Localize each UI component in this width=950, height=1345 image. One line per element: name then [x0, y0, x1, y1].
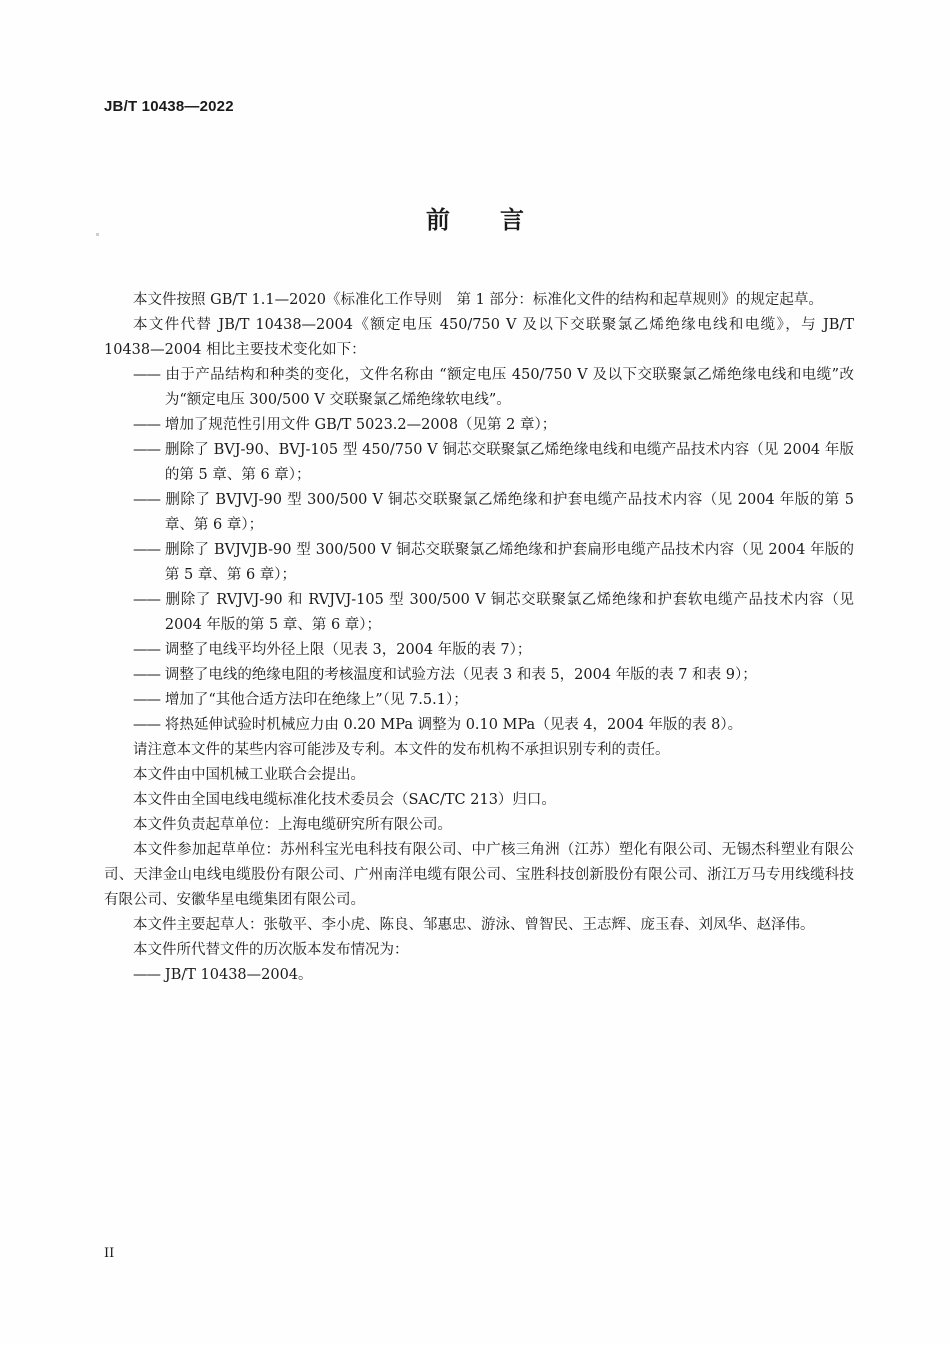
change-item-text: 删除了 BVJVJ-90 型 300/500 V 铜芯交联聚氯乙烯绝缘和护套电缆产品技术内容（见 2004 年版的第 5 章、第 6 章）；: [164, 492, 854, 533]
dash-mark: ——: [133, 492, 160, 508]
standard-code-header: JB/T 10438—2022: [104, 98, 234, 115]
change-item-text: 删除了 RVJVJ-90 和 RVJVJ-105 型 300/500 V 铜芯交联聚氯乙烯绝缘和护套软电缆产品技术内容（见 2004 年版的第 5 章、第 6 章）；: [164, 592, 854, 633]
dash-mark: ——: [133, 642, 160, 658]
change-item: [104, 638, 854, 663]
paragraph-participating-units: 本文件参加起草单位：苏州科宝光电科技有限公司、中广核三角洲（江苏）塑化有限公司、无锡杰科塑业有限公司、天津金山电线电缆股份有限公司、广州南洋电缆有限公司、宝胜科技创新股份有限公司、浙江万马专用线缆科技有限公司、安徽华星电缆集团有限公司。: [104, 842, 854, 908]
paragraph-drafting-rules: 本文件按照 GB/T 1.1—2020《标准化工作导则 第 1 部分：标准化文件的结构和起草规则》的规定起草。: [133, 292, 823, 308]
page-title: 前言: [426, 206, 574, 234]
change-item-text: 由于产品结构和种类的变化，文件名称由 “额定电压 450/750 V 及以下交联聚氯乙烯绝缘电线和电缆”改为“额定电压 300/500 V 交联聚氯乙烯绝缘软电线”。: [164, 367, 854, 408]
change-item-text: 删除了 BVJVJB-90 型 300/500 V 铜芯交联聚氯乙烯绝缘和护套扁形电缆产品技术内容（见 2004 年版的第 5 章、第 6 章）；: [164, 542, 854, 583]
change-item: [104, 363, 854, 413]
paragraph-committee: 本文件由全国电线电缆标准化技术委员会（SAC/TC 213）归口。: [133, 792, 556, 808]
history-item: [104, 963, 854, 988]
paragraph-patent-notice: 请注意本文件的某些内容可能涉及专利。本文件的发布机构不承担识别专利的责任。: [133, 742, 670, 758]
foreword-body: [104, 288, 854, 988]
change-item: [104, 538, 854, 588]
paragraph-history-intro: 本文件所代替文件的历次版本发布情况为：: [133, 942, 409, 958]
dash-mark: ——: [133, 967, 160, 983]
paragraph-lead-drafter: 本文件负责起草单位：上海电缆研究所有限公司。: [133, 817, 452, 833]
dash-mark: ——: [133, 367, 160, 383]
change-item: [104, 688, 854, 713]
dash-mark: ——: [133, 692, 160, 708]
dash-mark: ——: [133, 542, 160, 558]
history-item-text: JB/T 10438—2004。: [164, 967, 313, 983]
change-item-text: 调整了电线平均外径上限（见表 3，2004 年版的表 7）；: [164, 642, 532, 658]
paragraph-replacement: 本文件代替 JB/T 10438—2004《额定电压 450/750 V 及以下交联聚氯乙烯绝缘电线和电缆》，与 JB/T 10438—2004 相比主要技术变化如下：: [104, 317, 854, 358]
change-item-text: 增加了“其他合适方法印在绝缘上”（见 7.5.1）；: [164, 692, 468, 708]
change-item-text: 将热延伸试验时机械应力由 0.20 MPa 调整为 0.10 MPa（见表 4，2004 年版的表 8）。: [164, 717, 743, 733]
dash-mark: ——: [133, 417, 160, 433]
page-number: II: [104, 1246, 115, 1261]
change-item-text: 调整了电线的绝缘电阻的考核温度和试验方法（见表 3 和表 5，2004 年版的表 7 和表 9）；: [164, 667, 757, 683]
change-item: [104, 663, 854, 688]
dash-mark: ——: [133, 592, 160, 608]
dash-mark: ——: [133, 667, 160, 683]
change-item: [104, 438, 854, 488]
paragraph-main-drafters: 本文件主要起草人：张敬平、李小虎、陈良、邹惠忠、游泳、曾智民、王志辉、庞玉春、刘凤华、赵泽伟。: [133, 917, 815, 933]
dash-mark: ——: [133, 717, 160, 733]
change-item: [104, 713, 854, 738]
change-item-text: 增加了规范性引用文件 GB/T 5023.2—2008（见第 2 章）；: [164, 417, 557, 433]
paragraph-proposer: 本文件由中国机械工业联合会提出。: [133, 767, 365, 783]
change-item: [104, 488, 854, 538]
change-item: [104, 588, 854, 638]
change-item-text: 删除了 BVJ-90、BVJ-105 型 450/750 V 铜芯交联聚氯乙烯绝缘电线和电缆产品技术内容（见 2004 年版的第 5 章、第 6 章）；: [164, 442, 854, 483]
change-item: [104, 413, 854, 438]
dash-mark: ——: [133, 442, 160, 458]
